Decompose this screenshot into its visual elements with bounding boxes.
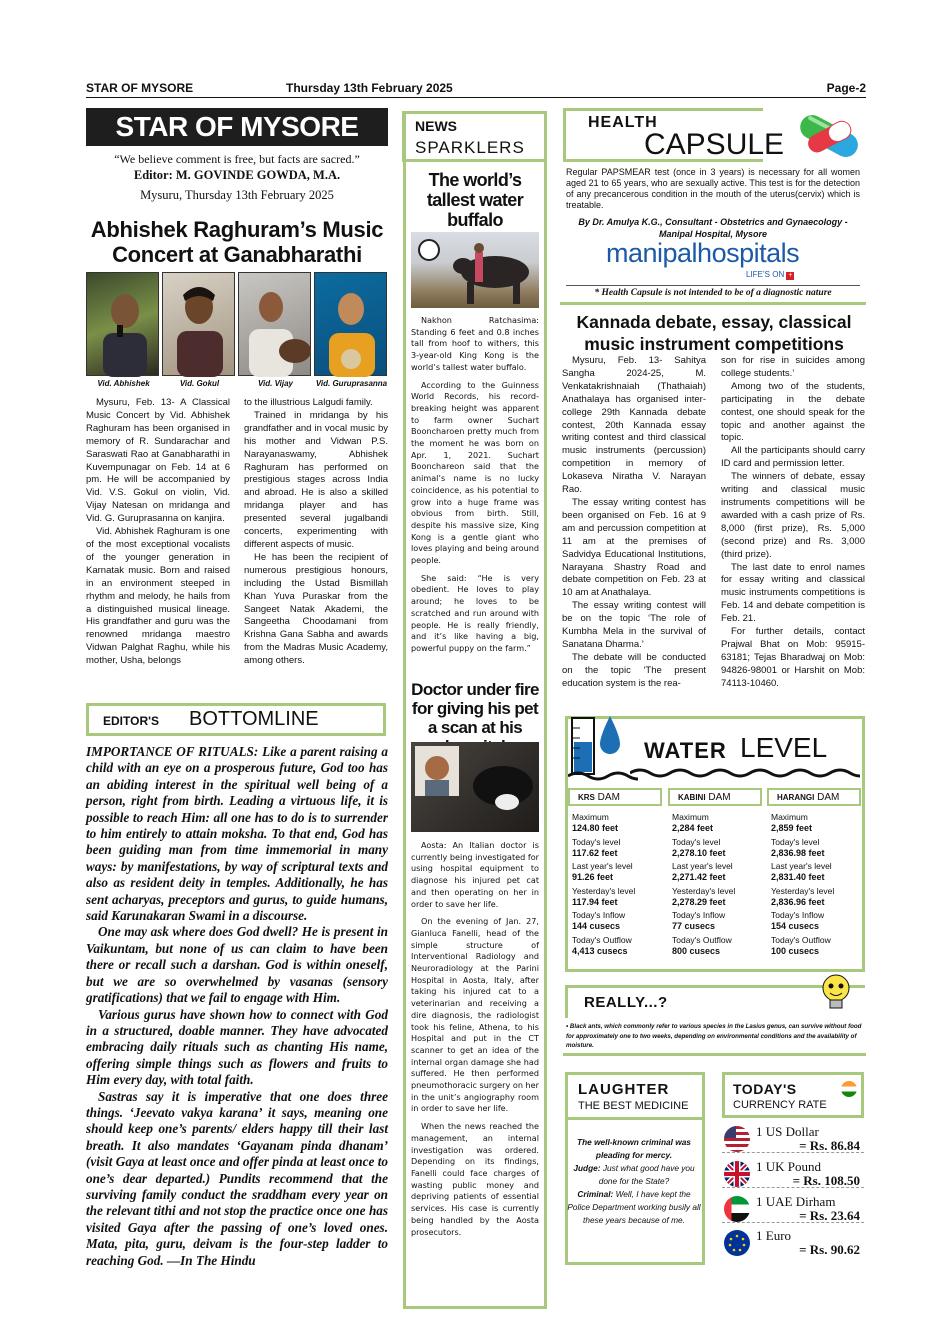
health-note: * Health Capsule is not intended to be of a diagnostic nature	[594, 288, 832, 298]
water-wave-icon	[630, 766, 860, 778]
currency-name: 1 UK Pound	[756, 1159, 822, 1174]
currency-label-box	[722, 1072, 864, 1118]
bulb-icon	[814, 972, 860, 1016]
paragraph: Trained in mridanga by his grandfather and in vocal music by his mother and Vidwan P.S. Narayanaswamy, Abhishek Raghuram has performed on prestigious stages across India and abroad. He is also a skilled mridanga player and has presented several jugalbandi concerts, experimenting with different aspects of music.	[244, 409, 388, 550]
photo-guruprasanna	[314, 272, 387, 376]
dam-row-value: 91.26 feet	[572, 872, 614, 882]
paragraph: The essay writing contest will be on the topic ‘The role of Kumbha Mela in the survival of Sanatana Dharma.’	[562, 600, 706, 650]
currency-name: 1 US Dollar	[756, 1124, 819, 1139]
photo-abhishek	[86, 272, 159, 376]
currency-value: = Rs. 108.50	[792, 1173, 860, 1188]
criminal-label: Criminal:	[577, 1189, 614, 1199]
masthead-editor: Editor: M. GOVINDE GOWDA, M.A.	[133, 168, 341, 182]
masthead-dateline: Mysuru, Thursday 13th February 2025	[140, 188, 334, 202]
paragraph: On the evening of Jan. 27, Gianluca Fanelli, head of the simple structure of Interventional Radiology and Neuroradiology at the Parini Hospital in Aosta, Italy, after taking his injured cat to a veterinarian and receiving a dire diagnosis, the radiologist took his feline, Athena, to his Hospital and put in the CT scanner to get an idea of the internal organ damage she had suffered. He then performed pneumothoracic surgery on her in the unit’s angiography room in order to save her life.	[411, 916, 539, 1114]
dam-row-label: Yesterday's level	[572, 885, 636, 896]
dam-row-value: 4,413 cusecs	[572, 945, 628, 956]
paragraph: For further details, contact Prajwal Bhat on Mob: 95915-63181; Tejas Bharadwaj on Mob: 94826-98001 or Harshit on Mob: 74113-10460.	[721, 626, 865, 689]
page-header	[86, 80, 866, 98]
us-flag-icon	[724, 1126, 750, 1152]
dam-name: HARANGI	[777, 793, 815, 802]
manipal-tagline	[746, 270, 794, 280]
paragraph: Mysuru, Feb. 13- A Classical Music Concert by Vid. Abhishek Raghuram has been organised in memory of R. Sundarachar and Saraswati Rao at Ganabharathi in Kuvempunagar on Feb. 14 at 6 pm. He will be accompanied by Vid. V.S. Gokul on violin, Vid. Vijay Natesan on mridanga and Vid. G. Guruprasanna on kanjira.	[86, 397, 230, 525]
dam-row	[771, 910, 865, 932]
editorial-label-1: EDITOR'S	[103, 714, 159, 728]
currency-row-gbp	[722, 1159, 864, 1188]
concert-column-2	[244, 397, 388, 668]
health-label-2: CAPSULE	[644, 128, 785, 161]
masthead-motto: “We believe comment is free, but facts are sacred.”	[114, 152, 360, 166]
dam-row	[572, 861, 666, 883]
doctor-cat-photo	[411, 742, 539, 832]
dam-suffix: DAM	[708, 792, 731, 803]
dam-row-label: Last year's level	[672, 861, 733, 871]
dam-row-label: Maximum	[572, 812, 609, 822]
dam-row	[672, 910, 766, 932]
dam-row-label: Today's Inflow	[672, 910, 726, 920]
dam-row-label: Last year's level	[771, 861, 832, 871]
paragraph: He has been the recipient of numerous prestigious honours, including the Ustad Bismillah Khan Yuva Puraskar from the Sangeet Natak Akademi, the Sangeetha Choodamani from Krishna Gana Sabha and awards from the Madras Music Academy, among others.	[244, 551, 388, 667]
dam-row-value: 2,831.40 feet	[771, 872, 825, 882]
capsule-pill-icon	[790, 110, 868, 162]
masthead-title: STAR OF MYSORE	[86, 108, 388, 146]
dam-row	[771, 886, 865, 908]
header-date: Thursday 13th February 2025	[286, 81, 453, 95]
paragraph: Among two of the students, participating in the debate contest, one should speak for the topic and another against the topic.	[721, 380, 865, 444]
joke-line: The well-known criminal was pleading for mercy.	[577, 1137, 691, 1160]
sparklers-story-1	[411, 315, 539, 661]
dam-row-label: Last year's level	[572, 861, 633, 871]
dam-name: KRS	[578, 793, 595, 802]
dam-values	[572, 812, 666, 959]
judge-text: Just what good have you done for the State?	[598, 1163, 695, 1186]
paragraph: IMPORTANCE OF RITUALS: Like a parent raising a child with an eye on a prosperous future, God too has an abiding interest in the spiritual well being of a person, right from birth. Leading a virtuous life, it is possible to reach Him: all one has to do is to surrender to him entirely to attain moksha. To that end, God has been guiding man from time immemorial in many ways: by manifestations, by way of scriptural texts and also as resident deity in temples. Additionally, he has sent acharyas, preceptors and gurus, to guide humans, said Karunakaran Swami in a discourse.	[86, 744, 388, 924]
paragraph: Various gurus have shown how to connect with God in a structured, doable manner. They have advocated embracing daily rituals such as chanting His name, offering simple things such as flowers and fruits to Him every day, with total faith.	[86, 1006, 388, 1088]
currency-name: 1 UAE Dirham	[756, 1194, 836, 1209]
photo-vijay	[238, 272, 311, 376]
dam-suffix: DAM	[817, 792, 840, 803]
dam-row-value: 2,284 feet	[672, 823, 714, 833]
dam-row	[771, 812, 865, 834]
paragraph: to the illustrious Lalgudi family.	[244, 397, 373, 408]
eu-flag-icon	[724, 1230, 750, 1256]
dam-values	[771, 812, 865, 959]
photo-gokul	[162, 272, 235, 376]
dam-row	[672, 837, 766, 859]
dam-row-value: 2,836.98 feet	[771, 847, 825, 858]
india-flag-icon	[841, 1081, 857, 1097]
dam-header	[668, 788, 762, 806]
dam-values	[672, 812, 766, 959]
judge-label: Judge:	[573, 1163, 601, 1173]
dam-row-label: Today's Inflow	[572, 910, 626, 920]
currency-value: = Rs. 90.62	[799, 1242, 860, 1257]
paragraph: She said: “He is very obedient. He loves to play around; he loves to be scratched and run around with people. He is really friendly, and it’s like having a big, powerful puppy on the farm.”	[411, 572, 539, 653]
paragraph: When the news reached the management, an internal investigation was ordered. Depending on its findings, Fanelli could face charges of wasting public money and depriving patients of essential services. His case is currently being handled by the Aosta prosecutors.	[411, 1121, 539, 1237]
dam-row-label: Today's Outflow	[672, 934, 732, 945]
dam-row-label: Today's Inflow	[771, 910, 825, 920]
dam-row-value: 2,278.29 feet	[672, 896, 726, 907]
paragraph: Mysuru, Feb. 13- Sahitya Sangha 2024-25, M. Venkatakrishnaiah (Thathaiah) Anathalaya has organised inter-college 29th Kannada debate contest, 20th Kannada essay writing contest and third classical music instruments (percussion) competition in memory of Lokaseva Niratha V. Narayan Rao.	[562, 355, 706, 496]
dam-row	[672, 861, 766, 883]
sparklers-headline-2: Doctor under fire for giving his pet a scan at his	[411, 680, 539, 737]
dam-row-value: 2,278.10 feet	[672, 847, 726, 858]
dam-row-label: Yesterday's level	[771, 885, 835, 896]
dam-suffix: DAM	[597, 792, 620, 803]
kannada-column-1	[562, 355, 706, 691]
kannada-column-2	[721, 355, 865, 691]
dam-row	[572, 935, 666, 957]
currency-row-eur	[722, 1228, 864, 1257]
really-body: Black ants, which commonly refer to various species in the Lasius genus, can survive without food for approximately one to two weeks, depending on environmental conditions and the availability of moisture.	[566, 1023, 862, 1049]
dam-row	[771, 861, 865, 883]
uk-flag-icon	[724, 1161, 750, 1187]
laughter-label-2: THE BEST MEDICINE	[578, 1100, 689, 1112]
dam-row-value: 100 cusecs	[771, 945, 820, 956]
paragraph: The debate will be conducted on the topic ‘The present education system is the rea-	[562, 651, 706, 689]
dam-row-label: Today's level	[771, 836, 820, 847]
editorial-label-box	[86, 703, 386, 736]
dam-row-value: 117.62 feet	[572, 847, 618, 858]
currency-value: = Rs. 23.64	[799, 1208, 860, 1223]
caption-vijay: Vid. Vijay	[258, 379, 293, 388]
sparklers-story-2	[411, 840, 539, 1244]
health-byline: By Dr. Amulya K.G., Consultant - Obstetrics and Gynaecology - Manipal Hospital, Mysore	[578, 217, 848, 239]
plus-icon: +	[788, 272, 793, 279]
dam-row-value: 2,836.96 feet	[771, 896, 825, 907]
paragraph: The winners of debate, essay writing and classical music instruments competitions will be awarded with a cash prize of Rs. 8,000 (first prize), Rs. 5,000 (second prize) and Rs. 3,000 (third prize).	[721, 471, 865, 560]
water-drop-icon	[568, 712, 638, 782]
sparklers-label-2: SPARKLERS	[415, 138, 525, 157]
really-text: • Black ants, which commonly refer to various species in the Lasius genus, can survive without food for approximately one to two weeks, depending on environmental conditions and the availability of moisture.	[566, 1023, 862, 1049]
paragraph: One may ask where does God dwell? He is present in Vaikuntam, but none of us can claim to have been there or recall such a darshan. God is within oneself, but we are so overwhelmed by vasanas (sensory gratifications) that we fail to engage with Him.	[86, 924, 388, 1006]
currency-name: 1 Euro	[756, 1228, 792, 1243]
health-label-1: HEALTH	[588, 114, 658, 131]
dam-row-label: Today's Outflow	[771, 934, 831, 945]
editorial-body	[86, 744, 388, 1269]
health-text: Regular PAPSMEAR test (once in 3 years) is necessary for all women aged 21 to 65 years, who are sexually active. This test is for the detection of any precancerous condition in the mouth of the uterus(cervix) which is treatable.	[566, 167, 860, 210]
caption-gokul: Vid. Gokul	[179, 379, 220, 388]
manipal-logo: manipalhospitals	[606, 238, 800, 268]
dam-header	[767, 788, 861, 806]
concert-column-1	[86, 397, 230, 668]
caption-guruprasanna: Vid. Guruprasanna	[315, 379, 388, 388]
dam-row-label: Yesterday's level	[672, 885, 736, 896]
health-label-box	[563, 108, 785, 162]
dam-row	[572, 837, 666, 859]
dam-row	[572, 886, 666, 908]
concert-headline: Abhishek Raghuram’s Music Concert at Ganabharathi	[90, 217, 384, 267]
sparklers-headline-1: The world’s tallest water buffalo	[426, 170, 524, 230]
dam-row-value: 2,859 feet	[771, 823, 813, 833]
dam-row-value: 117.94 feet	[572, 896, 618, 907]
dam-row-value: 154 cusecs	[771, 921, 820, 931]
laughter-joke	[567, 1136, 701, 1227]
dam-header	[568, 788, 662, 806]
paragraph: Sastras say it is imperative that one does three things. ‘Jeevato vakya karana’ it says, meaning one should keep one’s parents/ elders happy till their last breath. It also mandates ‘Gayanam pinda dhanam’ (visit Gaya at least once and offer pinda at least once to one’s dear departed.) Pundits recommend that the surviving family conduct the sraddham every year on the relevant tithi and not stop the practice once one has visited Gaya after the passing of one’s loved ones. Mata, pita, guru, deivam is the four-step ladder to reaching God. —In The Hindu	[86, 1088, 388, 1268]
header-paper-name: STAR OF MYSORE	[86, 81, 194, 95]
dam-row-label: Today's Outflow	[572, 934, 632, 945]
paragraph: Aosta: An Italian doctor is currently being investigated for using hospital equipment to diagnose his injured pet cat and then operating on her in order to save her life.	[411, 840, 539, 909]
dam-row-value: 77 cusecs	[672, 921, 716, 931]
kannada-headline: Kannada debate, essay, classical music instrument competitions	[576, 312, 852, 354]
dam-row-label: Today's level	[672, 836, 721, 847]
dam-row-value: 800 cusecs	[672, 945, 721, 956]
header-page-number: Page-2	[826, 81, 866, 95]
dam-row	[672, 812, 766, 834]
paragraph: Vid. Abhishek Raghuram is one of the most exceptional vocalists of the younger generation in Karnatak music. Born and raised in an environment steeped in rhythm and melody, he hails from a distinguished musical lineage. His grandfather and guru was the renowned mridanga maestro Vidwan Palghat Raghu, while his mother, Usha, belongs	[86, 526, 230, 667]
currency-label-2: CURRENCY RATE	[733, 1099, 827, 1111]
dam-row	[572, 812, 666, 834]
dam-row	[771, 837, 865, 859]
dam-row	[572, 910, 666, 932]
dam-row-label: Today's level	[572, 836, 621, 847]
paragraph: The essay writing contest has been organised on Feb. 16 at 9 am and percussion competition at 11 am at the premises of Sadvidya Educational Institutions, Narayana Shastry Road and debate competition on Feb. 23 at 10 am at Anathalaya.	[562, 496, 706, 599]
editorial-label-2: BOTTOMLINE	[189, 708, 319, 730]
sparklers-label-1: NEWS	[415, 118, 457, 134]
paragraph: Nakhon Ratchasima: Standing 6 feet and 0.8 inches tall from hoof to withers, this 3-year-old King Kong is the world’s tallest water buffalo.	[411, 315, 539, 372]
dam-row	[771, 935, 865, 957]
uae-flag-icon	[724, 1196, 750, 1222]
dam-row	[672, 935, 766, 957]
dam-name: KABINI	[678, 793, 706, 802]
currency-value: = Rs. 86.84	[799, 1138, 860, 1153]
currency-row-usd	[722, 1124, 864, 1153]
currency-row-aed	[722, 1194, 864, 1223]
paragraph: All the participants should carry ID card and permission letter.	[721, 445, 865, 470]
dam-row-value: 2,271.42 feet	[672, 872, 726, 882]
paragraph: The last date to enrol names for essay writing and classical music instruments competitions is Feb. 14 and debate competition is Feb. 21.	[721, 561, 865, 625]
water-label-1: WATER	[644, 738, 727, 763]
laughter-label-1: LAUGHTER	[578, 1081, 670, 1098]
tagline-text: LIFE’S ON	[746, 270, 785, 279]
dam-row	[672, 886, 766, 908]
currency-label-1: TODAY'S	[733, 1081, 797, 1097]
dam-row-label: Maximum	[771, 812, 808, 822]
really-label: REALLY...?	[584, 994, 668, 1011]
dam-row-label: Maximum	[672, 812, 709, 822]
buffalo-photo	[411, 232, 539, 308]
water-label-2: LEVEL	[740, 732, 828, 763]
criminal-text: Well, I have kept the Police Department working busily all these years because of me.	[567, 1189, 701, 1225]
dam-row-value: 144 cusecs	[572, 921, 621, 931]
caption-abhishek: Vid. Abhishek	[97, 379, 150, 388]
paragraph: son for rise in suicides among college students.’	[721, 355, 865, 379]
paragraph: According to the Guinness World Records, his record-breaking height was apparent to farm owner Suchart Booncharoen pretty much from the moment he was born on Apr. 1, 2021. Suchart Boonchareon said that the animal’s name is no lucky coincidence, as his potential to grow into a huge frame was obvious from birth. Still, despite his massive size, King Kong is a gentle giant who loves playing and being around people.	[411, 379, 539, 566]
dam-row-value: 124.80 feet	[572, 823, 619, 833]
